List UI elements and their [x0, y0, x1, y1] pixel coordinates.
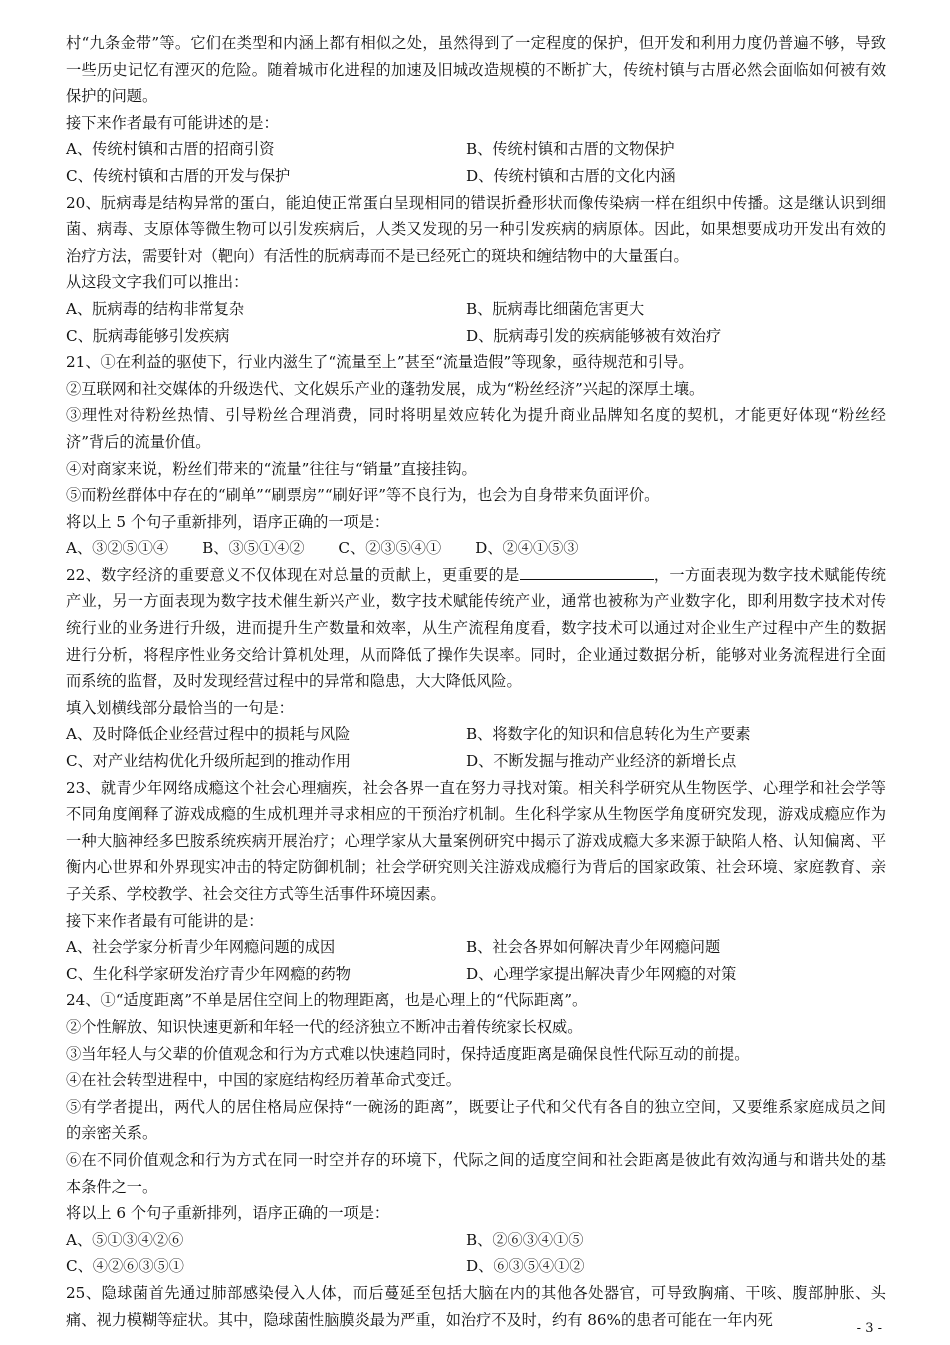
q20-question: 从这段文字我们可以推出：: [66, 273, 249, 292]
q21-sentence-3: ③理性对待粉丝热情、引导粉丝合理消费，同时将明星效应转化为提升商业品牌知名度的契机，才能更好体现“粉丝经济”背后的流量价值。: [66, 406, 886, 451]
q23-option-d: D、心理学家提出解决青少年网瘾的对策: [466, 964, 737, 983]
q23-option-b: B、社会各界如何解决青少年网瘾问题: [466, 938, 721, 957]
q24-sentence-1: 24、①“适度距离”不单是居住空间上的物理距离，也是心理上的“代际距离”。: [66, 991, 588, 1010]
q23-passage: 23、就青少年网络成瘾这个社会心理痼疾，社会各界一直在努力寻找对策。相关科学研究从生物医学、心理学和社会学等不同角度阐释了游戏成瘾的生成机理并寻求相应的干预治疗机制。生化科学家从生物医学角度研究发现，游戏成瘾应作为一种大脑神经多巴胺系统疾病开展治疗；心理学家从大量案例研究中揭示了游戏成瘾大多来源于缺陷人格、认知偏离、平衡内心世界和外界现实冲击的特定防御机制；社会学研究则关注游戏成瘾行为背后的国家政策、社会环境、家庭教育、亲子关系、学校教学、社会交往方式等生活事件环境因素。: [66, 778, 886, 903]
q22-text-after: ，一方面表现为数字技术赋能传统产业，另一方面表现为数字技术催生新兴产业，数字技术赋能传统产业，通常也被称为产业数字化，即利用数字技术对传统行业的业务进行升级，进而提升生产数量和效率，从生产流程角度看，数字技术可以通过对企业生产过程中产生的数据进行分析，将程序性业务交给计算机处理，从而降低了操作失误率。同时，企业通过数据分析，能够对业务流程进行全面而系统的监督，及时发现经营过程中的异常和隐患，大大降低风险。: [66, 565, 886, 691]
q21-options: [66, 535, 886, 562]
q24-option-b: B、②⑥③④①⑤: [466, 1230, 584, 1249]
q22-text-before: 22、数字经济的重要意义不仅体现在对总量的贡献上，更重要的是: [66, 565, 520, 584]
q22-option-d: D、不断发掘与推动产业经济的新增长点: [466, 752, 737, 771]
q19-option-a: A、传统村镇和古厝的招商引资: [66, 140, 275, 159]
page-number: - 3 -: [856, 1321, 882, 1336]
q21-question: 将以上 5 个句子重新排列，语序正确的一项是：: [66, 512, 390, 531]
q24-sentence-5: ⑤有学者提出，两代人的居住格局应保持“一碗汤的距离”，既要让子代和父代有各自的独立空间，又要维系家庭成员之间的亲密关系。: [66, 1097, 886, 1143]
q21-option-b: B、③⑤①④②: [202, 539, 305, 558]
q21-option-d: D、②④①⑤③: [475, 539, 579, 558]
q22-question: 填入划横线部分最恰当的一句是：: [66, 698, 294, 717]
q23-options: [66, 934, 886, 987]
q22-passage: [66, 562, 886, 695]
q24-sentence-4: ④在社会转型进程中，中国的家庭结构经历着革命式变迁。: [66, 1071, 461, 1090]
q22-options: [66, 721, 886, 774]
q19-options: [66, 136, 886, 189]
q20-option-b: B、朊病毒比细菌危害更大: [466, 299, 645, 318]
q24-option-d: D、⑥③⑤④①②: [466, 1257, 585, 1276]
q23-option-a: A、社会学家分析青少年网瘾问题的成因: [66, 938, 336, 957]
q21-sentence-5: ⑤而粉丝群体中存在的“刷单”“刷票房”“刷好评”等不良行为，也会为自身带来负面评价。: [66, 486, 660, 505]
q23-option-c: C、生化科学家研发治疗青少年网瘾的药物: [66, 964, 351, 983]
q24-sentence-6: ⑥在不同价值观念和行为方式在同一时空并存的环境下，代际之间的适度空间和社会距离是彼此有效沟通与和谐共处的基本条件之一。: [66, 1150, 886, 1196]
q24-question: 将以上 6 个句子重新排列，语序正确的一项是：: [66, 1204, 390, 1223]
q20-option-c: C、朊病毒能够引发疾病: [66, 326, 230, 345]
q22-option-b: B、将数字化的知识和信息转化为生产要素: [466, 725, 751, 744]
q24-option-a: A、⑤①③④②⑥: [66, 1230, 184, 1249]
q19-option-c: C、传统村镇和古厝的开发与保护: [66, 166, 291, 185]
q19-option-b: B、传统村镇和古厝的文物保护: [466, 140, 675, 159]
q20-passage: 20、朊病毒是结构异常的蛋白，能迫使正常蛋白呈现相同的错误折叠形状而像传染病一样在组织中传播。这是继认识到细菌、病毒、支原体等微生物可以引发疾病后，人类又发现的另一种引发疾病的病原体。因此，如果想要成功开发出有效的治疗方法，需要针对（靶向）有活性的朊病毒而不是已经死亡的斑块和缠结物中的大量蛋白。: [66, 193, 886, 265]
q21-sentence-1: 21、①在利益的驱使下，行业内滋生了“流量至上”甚至“流量造假”等现象，亟待规范和引导。: [66, 353, 694, 372]
q24-options: [66, 1227, 886, 1280]
q22-option-a: A、及时降低企业经营过程中的损耗与风险: [66, 725, 351, 744]
q22-option-c: C、对产业结构优化升级所起到的推动作用: [66, 752, 351, 771]
q24-sentence-3: ③当年轻人与父辈的价值观念和行为方式难以快速趋同时，保持适度距离是确保良性代际互动的前提。: [66, 1044, 750, 1063]
q21-option-c: C、②③⑤④①: [338, 539, 442, 558]
q20-option-a: A、朊病毒的结构非常复杂: [66, 299, 245, 318]
q21-option-a: A、③②⑤①④: [66, 539, 169, 558]
answer-blank: [520, 563, 654, 580]
q21-sentence-4: ④对商家来说，粉丝们带来的“流量”往往与“销量”直接挂钩。: [66, 459, 477, 478]
q23-question: 接下来作者最有可能讲的是：: [66, 911, 264, 930]
q24-option-c: C、④②⑥③⑤①: [66, 1257, 184, 1276]
q19-question: 接下来作者最有可能讲述的是：: [66, 113, 279, 132]
page-content: [66, 30, 886, 1333]
q24-sentence-2: ②个性解放、知识快速更新和年轻一代的经济独立不断冲击着传统家长权威。: [66, 1017, 583, 1036]
q20-options: [66, 296, 886, 349]
q19-passage: 村“九条金带”等。它们在类型和内涵上都有相似之处，虽然得到了一定程度的保护，但开发和利用力度仍普遍不够，导致一些历史记忆有湮灭的危险。随着城市化进程的加速及旧城改造规模的不断扩大，传统村镇与古厝必然会面临如何被有效保护的问题。: [66, 34, 886, 106]
q20-option-d: D、朊病毒引发的疾病能够被有效治疗: [466, 326, 722, 345]
q25-passage: 25、隐球菌首先通过肺部感染侵入人体，而后蔓延至包括大脑在内的其他各处器官，可导致胸痛、干咳、腹部肿胀、头痛、视力模糊等症状。其中，隐球菌性脑膜炎最为严重，如治疗不及时，约有 86%的患者可能在一年内死: [66, 1283, 886, 1329]
q19-option-d: D、传统村镇和古厝的文化内涵: [466, 166, 676, 185]
q21-sentence-2: ②互联网和社交媒体的升级迭代、文化娱乐产业的蓬勃发展，成为“粉丝经济”兴起的深厚土壤。: [66, 379, 705, 398]
